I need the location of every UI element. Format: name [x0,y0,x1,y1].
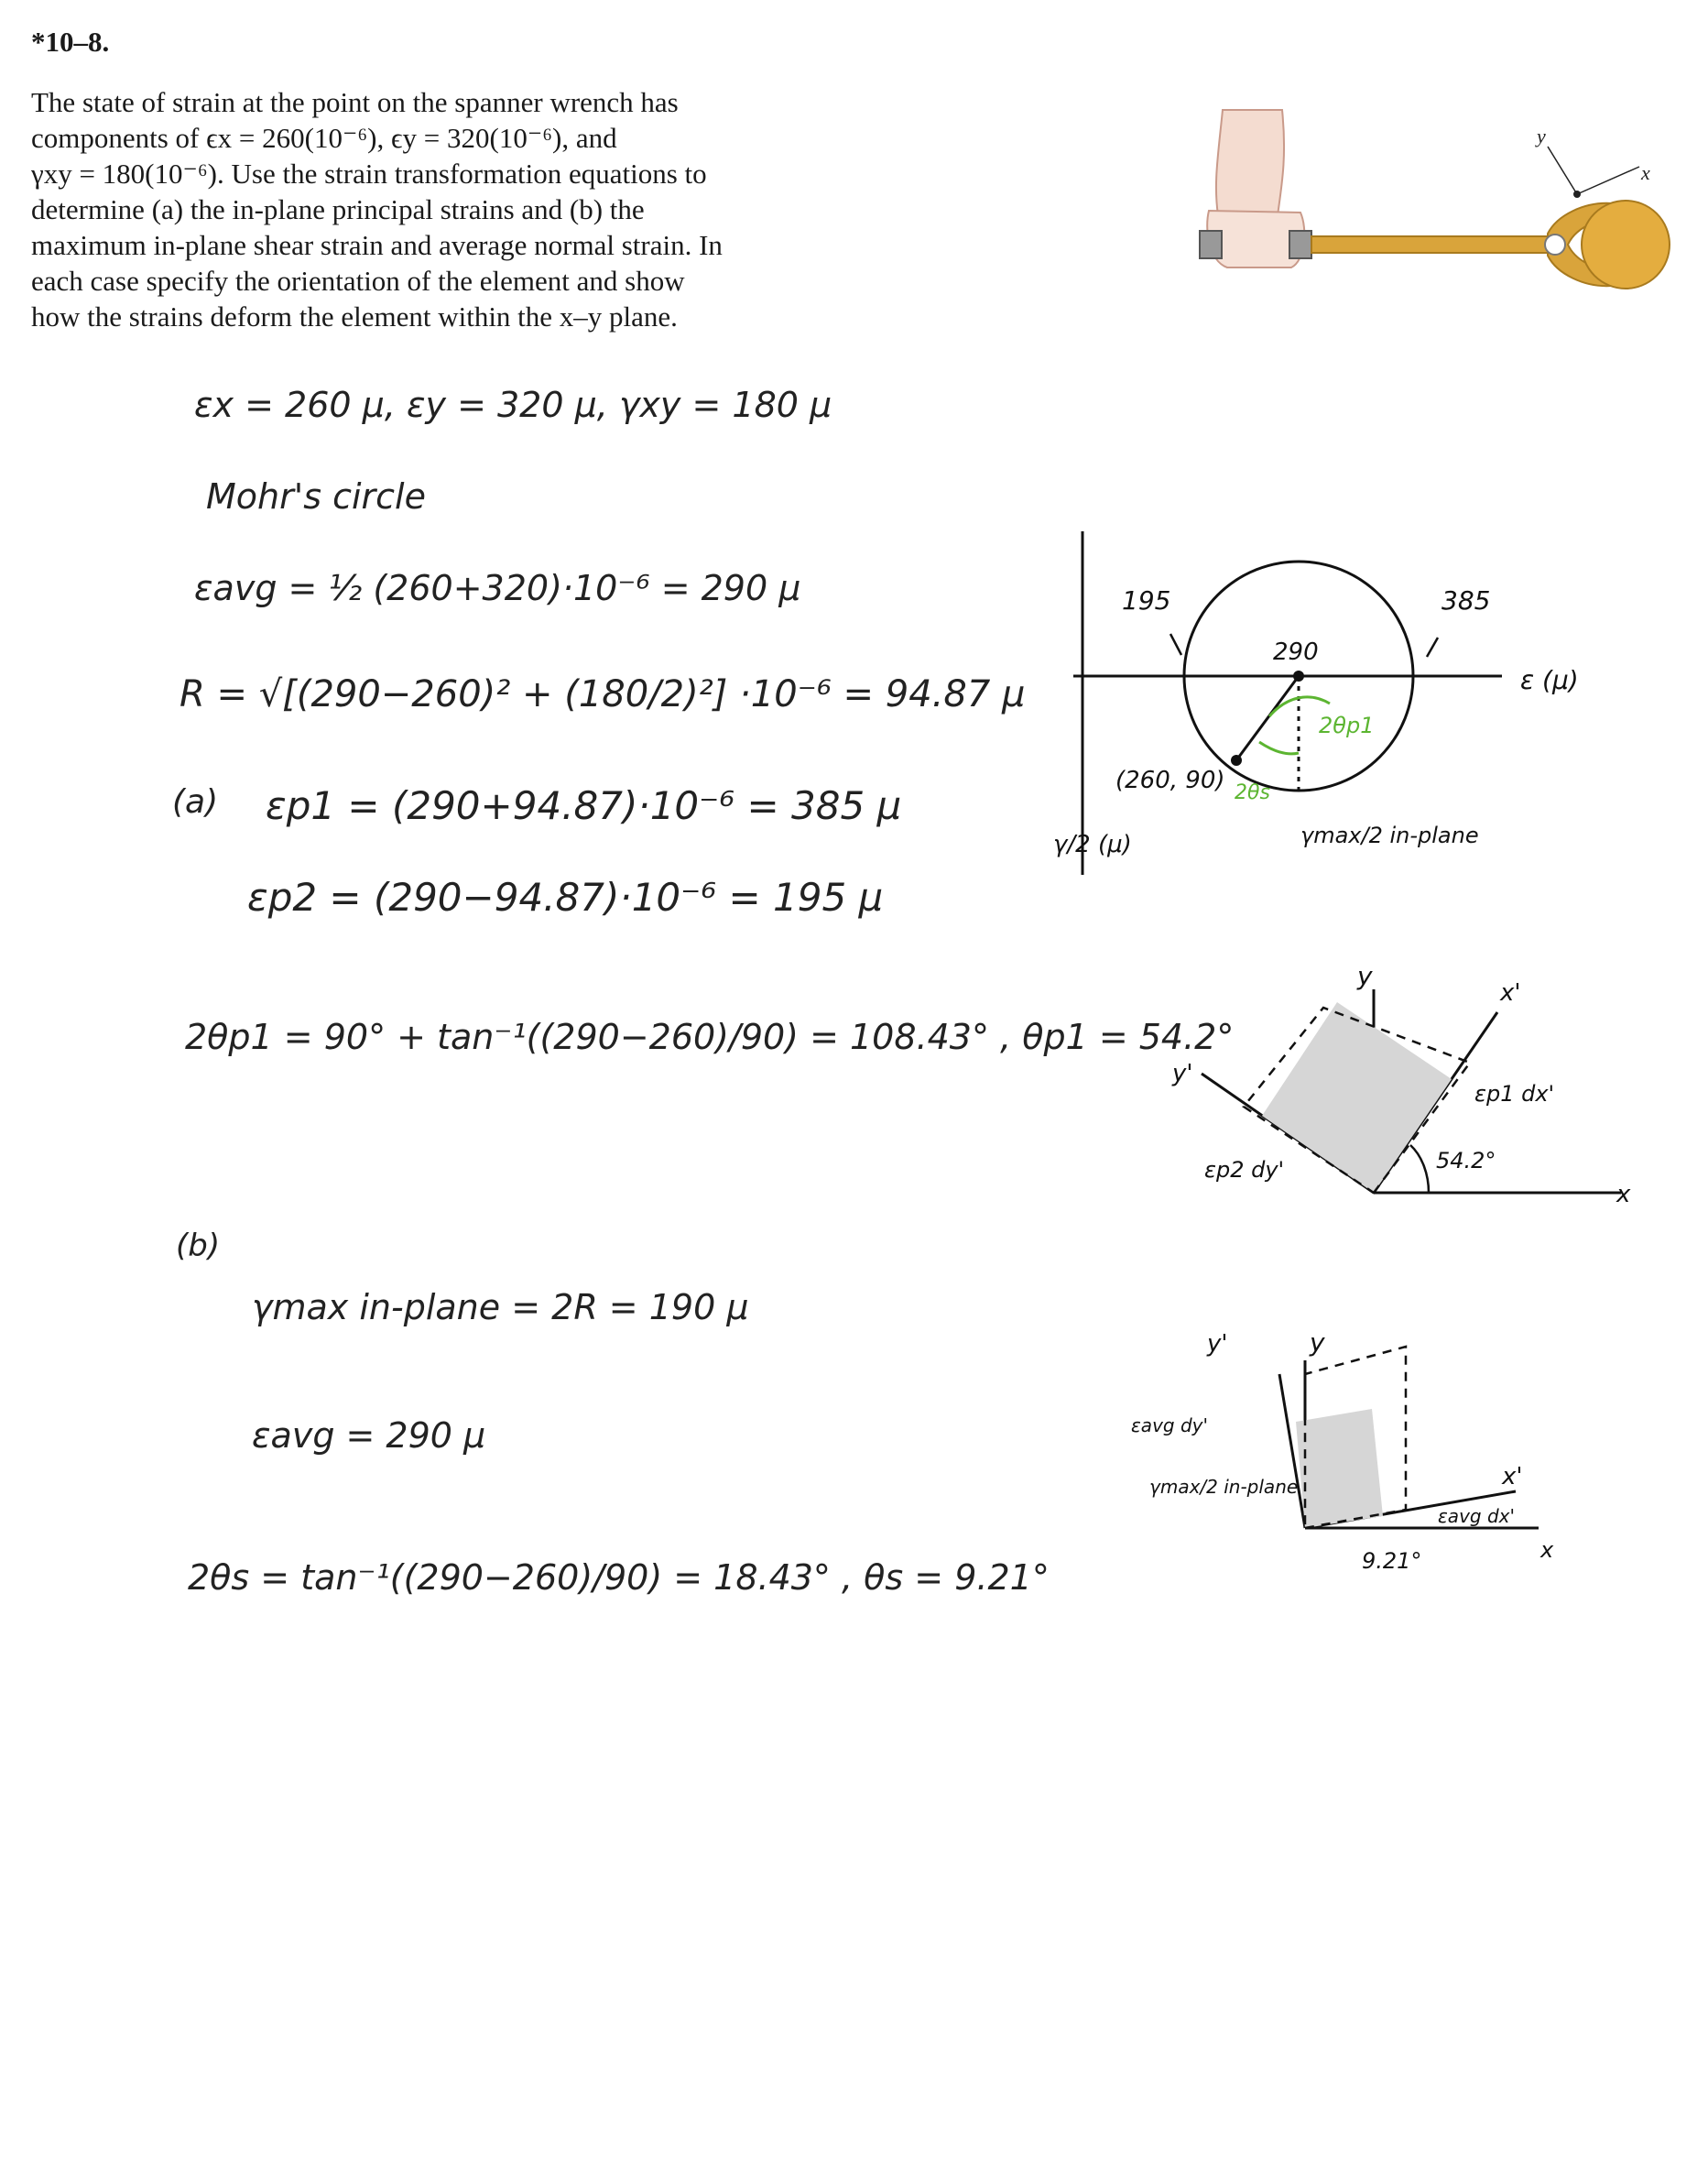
mohr-label-385: 385 [1441,585,1491,616]
mohr-axis-epsilon: ε (μ) [1520,665,1579,695]
problem-line: components of ϵx = 260(10⁻⁶), ϵy = 320(10⁻⁶), and [31,122,617,154]
problem-line: determine (a) the in-plane principal strains and (b) the [31,193,645,225]
mohr-2ths-arc [1259,742,1299,754]
mohr-heading: Mohr's circle [206,476,426,517]
element-b-eavg-dx-label: εavg dx' [1438,1505,1515,1527]
mohr-label-290: 290 [1273,638,1319,666]
element-a-angle-label: 54.2° [1436,1148,1496,1173]
element-b-yp-label: y' [1207,1330,1228,1358]
ep2-equation: εp2 = (290−94.87)·10⁻⁶ = 195 μ [247,875,884,920]
mohr-axis-gamma: γ/2 (μ) [1053,831,1132,858]
mohr-label-2ths: 2θs [1235,781,1270,804]
element-a-yp-label: y' [1172,1060,1193,1087]
problem-line: γxy = 180(10⁻⁶). Use the strain transformation equations to [31,158,707,190]
mohr-point-260-90 [1231,755,1242,766]
element-b-xp-label: x' [1502,1463,1523,1490]
theta-s-equation: 2θs = tan⁻¹((290−260)/90) = 18.43° , θs = 9.21° [188,1557,1050,1598]
element-a-angle-arc [1410,1145,1429,1193]
element-b-x-label: x [1540,1537,1554,1563]
element-a-xp-label: x' [1500,979,1521,1007]
element-b-y-label: y [1310,1327,1325,1358]
element-a-y-label: y [1357,961,1373,991]
theta-p-equation: 2θp1 = 90° + tan⁻¹((290−260)/90) = 108.43° , θp1 = 54.2° [185,1017,1235,1057]
mohr-label-195: 195 [1122,585,1171,616]
arrow-195 [1170,634,1181,655]
mohr-center-point [1293,671,1304,682]
element-b-square [1296,1409,1383,1528]
mohr-label-2thp1: 2θp1 [1319,713,1375,738]
part-b-label: (b) [176,1228,221,1264]
gmax-equation: γmax in-plane = 2R = 190 μ [252,1287,749,1327]
eavg-equation: εavg = ½ (260+320)·10⁻⁶ = 290 μ [194,568,801,608]
wrench-y-label: y [1537,125,1546,147]
given-values: εx = 260 μ, εy = 320 μ, γxy = 180 μ [194,385,832,425]
element-a-x-label: x [1616,1181,1631,1208]
element-b-angle-label: 9.21° [1362,1548,1422,1574]
radius-equation: R = √[(290−260)² + (180/2)²] ·10⁻⁶ = 94.87 μ [180,673,1026,715]
element-a-e2-label: εp2 dy' [1204,1157,1285,1183]
eavg-b-equation: εavg = 290 μ [252,1415,486,1456]
problem-line: maximum in-plane shear strain and average normal strain. In [31,229,723,261]
element-b-eavg-dy-label: εavg dy' [1131,1414,1208,1436]
problem-line: The state of strain at the point on the spanner wrench has [31,86,679,118]
element-a-e1-label: εp1 dx' [1474,1081,1555,1107]
problem-number: *10–8. [31,26,110,58]
element-b-gmax-label: γmax/2 in-plane [1149,1476,1299,1498]
wrench-x-label: x [1641,161,1650,184]
problem-line: each case specify the orientation of the element and show [31,265,685,297]
mohr-label-gmax: γmax/2 in-plane [1300,823,1479,848]
mohr-label-point: (260, 90) [1115,767,1225,794]
ep1-equation: εp1 = (290+94.87)·10⁻⁶ = 385 μ [266,783,902,828]
problem-line: how the strains deform the element within the x–y plane. [31,300,678,333]
part-a-label: (a) [172,783,219,821]
arrow-385 [1427,638,1438,657]
